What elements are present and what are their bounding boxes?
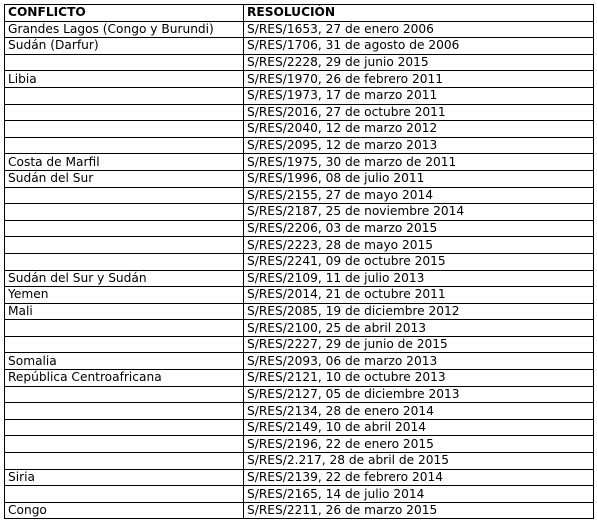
conflict-cell bbox=[5, 220, 244, 237]
conflict-cell bbox=[5, 453, 244, 470]
conflict-cell bbox=[5, 54, 244, 71]
table-row bbox=[5, 137, 594, 154]
table-row bbox=[5, 220, 594, 237]
conflict-cell bbox=[5, 403, 244, 420]
resolution-cell: S/RES/2227, 29 de junio de 2015 bbox=[244, 336, 594, 353]
conflict-cell bbox=[5, 386, 244, 403]
conflict-cell: Sudán del Sur y Sudán bbox=[5, 270, 244, 287]
table-row bbox=[5, 386, 594, 403]
resolution-cell: S/RES/2134, 28 de enero 2014 bbox=[244, 403, 594, 420]
resolution-cell: S/RES/1706, 31 de agosto de 2006 bbox=[244, 38, 594, 55]
resolution-cell: S/RES/2040, 12 de marzo 2012 bbox=[244, 121, 594, 138]
conflict-cell bbox=[5, 87, 244, 104]
resolution-cell: S/RES/2211, 26 de marzo 2015 bbox=[244, 502, 594, 519]
resolution-cell: S/RES/2.217, 28 de abril de 2015 bbox=[244, 453, 594, 470]
conflict-cell bbox=[5, 104, 244, 121]
table-body bbox=[5, 21, 594, 519]
resolution-cell: S/RES/2196, 22 de enero 2015 bbox=[244, 436, 594, 453]
table-row bbox=[5, 104, 594, 121]
table-row bbox=[5, 154, 594, 171]
resolution-cell: S/RES/2206, 03 de marzo 2015 bbox=[244, 220, 594, 237]
table-row bbox=[5, 370, 594, 387]
resolutions-table bbox=[4, 4, 594, 519]
conflict-cell bbox=[5, 486, 244, 503]
resolution-cell: S/RES/2085, 19 de diciembre 2012 bbox=[244, 303, 594, 320]
conflict-cell: República Centroafricana bbox=[5, 370, 244, 387]
conflict-cell bbox=[5, 419, 244, 436]
table-row bbox=[5, 170, 594, 187]
resolution-cell: S/RES/2139, 22 de febrero 2014 bbox=[244, 469, 594, 486]
table-header-row bbox=[5, 5, 594, 22]
conflict-cell: Somalia bbox=[5, 353, 244, 370]
resolution-cell: S/RES/1975, 30 de marzo de 2011 bbox=[244, 154, 594, 171]
document bbox=[4, 4, 593, 519]
table-row bbox=[5, 436, 594, 453]
table-row bbox=[5, 303, 594, 320]
table-row bbox=[5, 469, 594, 486]
resolution-cell: S/RES/1970, 26 de febrero 2011 bbox=[244, 71, 594, 88]
table-row bbox=[5, 187, 594, 204]
resolution-cell: S/RES/1973, 17 de marzo 2011 bbox=[244, 87, 594, 104]
conflict-cell bbox=[5, 187, 244, 204]
resolution-cell: S/RES/2149, 10 de abril 2014 bbox=[244, 419, 594, 436]
resolution-cell: S/RES/2241, 09 de octubre 2015 bbox=[244, 253, 594, 270]
resolution-cell: S/RES/2165, 14 de julio 2014 bbox=[244, 486, 594, 503]
resolution-cell: S/RES/2093, 06 de marzo 2013 bbox=[244, 353, 594, 370]
table-row bbox=[5, 270, 594, 287]
resolution-cell: S/RES/1996, 08 de julio 2011 bbox=[244, 170, 594, 187]
table-row bbox=[5, 54, 594, 71]
conflict-cell: Siria bbox=[5, 469, 244, 486]
resolution-cell: S/RES/2228, 29 de junio 2015 bbox=[244, 54, 594, 71]
table-row bbox=[5, 204, 594, 221]
table-row bbox=[5, 21, 594, 38]
conflict-cell bbox=[5, 121, 244, 138]
resolution-cell: S/RES/2223, 28 de mayo 2015 bbox=[244, 237, 594, 254]
resolution-cell: S/RES/2016, 27 de octubre 2011 bbox=[244, 104, 594, 121]
resolution-cell: S/RES/2100, 25 de abril 2013 bbox=[244, 320, 594, 337]
table-row bbox=[5, 453, 594, 470]
conflict-cell: Libia bbox=[5, 71, 244, 88]
conflict-cell: Sudán (Darfur) bbox=[5, 38, 244, 55]
resolution-cell: S/RES/2095, 12 de marzo 2013 bbox=[244, 137, 594, 154]
resolution-cell: S/RES/1653, 27 de enero 2006 bbox=[244, 21, 594, 38]
conflict-cell bbox=[5, 320, 244, 337]
resolution-cell: S/RES/2014, 21 de octubre 2011 bbox=[244, 287, 594, 304]
conflict-cell bbox=[5, 204, 244, 221]
resolution-cell: S/RES/2127, 05 de diciembre 2013 bbox=[244, 386, 594, 403]
conflict-cell bbox=[5, 436, 244, 453]
conflict-cell bbox=[5, 253, 244, 270]
table-row bbox=[5, 71, 594, 88]
conflict-cell bbox=[5, 336, 244, 353]
table-row bbox=[5, 121, 594, 138]
table-row bbox=[5, 320, 594, 337]
table-row bbox=[5, 403, 594, 420]
table-row bbox=[5, 237, 594, 254]
conflict-cell: Congo bbox=[5, 502, 244, 519]
resolution-cell: S/RES/2109, 11 de julio 2013 bbox=[244, 270, 594, 287]
conflict-cell: Sudán del Sur bbox=[5, 170, 244, 187]
table-row bbox=[5, 287, 594, 304]
conflict-cell bbox=[5, 137, 244, 154]
table-row bbox=[5, 419, 594, 436]
column-header-resolution: RESOLUCIÓN bbox=[244, 5, 594, 22]
table-row bbox=[5, 336, 594, 353]
table-row bbox=[5, 486, 594, 503]
conflict-cell bbox=[5, 237, 244, 254]
conflict-cell: Mali bbox=[5, 303, 244, 320]
resolution-cell: S/RES/2187, 25 de noviembre 2014 bbox=[244, 204, 594, 221]
table-row bbox=[5, 253, 594, 270]
table-row bbox=[5, 353, 594, 370]
column-header-conflict: CONFLICTO bbox=[5, 5, 244, 22]
table-row bbox=[5, 38, 594, 55]
conflict-cell: Grandes Lagos (Congo y Burundi) bbox=[5, 21, 244, 38]
resolution-cell: S/RES/2121, 10 de octubre 2013 bbox=[244, 370, 594, 387]
table-row bbox=[5, 87, 594, 104]
table-row bbox=[5, 502, 594, 519]
resolution-cell: S/RES/2155, 27 de mayo 2014 bbox=[244, 187, 594, 204]
conflict-cell: Yemen bbox=[5, 287, 244, 304]
conflict-cell: Costa de Marfil bbox=[5, 154, 244, 171]
